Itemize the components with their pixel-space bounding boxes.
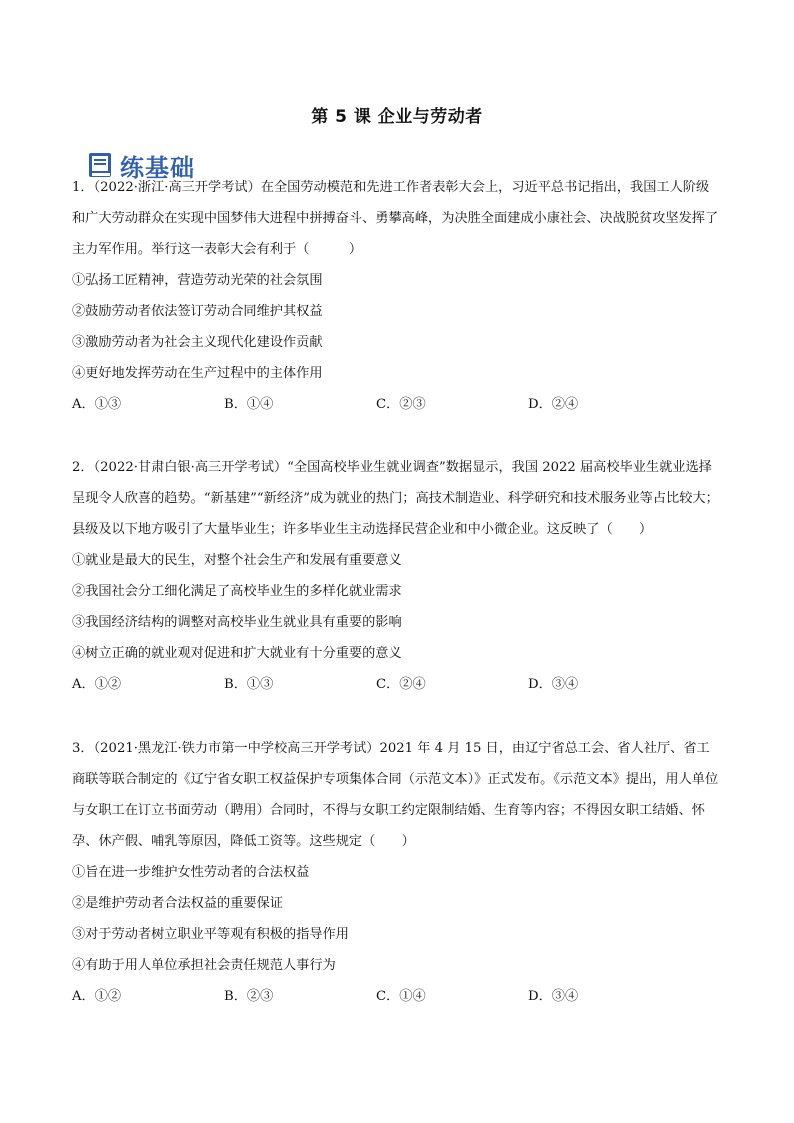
option-item: ④树立正确的就业观对促进和扩大就业有十分重要的意义 (72, 646, 402, 661)
answer-choices (72, 669, 722, 700)
option-item: ②鼓励劳动者依法签订劳动合同维护其权益 (72, 304, 323, 319)
question-stem: 2．（2022·甘肃白银·高三开学考试）“全国高校毕业生就业调查”数据显示，我国 2022 届高校毕业生就业选择呈现令人欣喜的趋势。“新基建”“新经济”成为就业的热门；高技术制造业、科学研究和技术服务业等占比较大；县级及以下地方吸引了大量毕业生；许多毕业生主动选择民营企业和中小微企业。这反映了（ ） (72, 460, 719, 537)
choice-b[interactable]: B．①④ (224, 397, 274, 412)
option-item: ③我国经济结构的调整对高校毕业生就业具有重要的影响 (72, 615, 402, 630)
page-title: 第 5 课 企业与劳动者 (311, 107, 483, 127)
answer-choices (72, 981, 722, 1012)
option-item: ②是维护劳动者合法权益的重要保证 (72, 896, 283, 911)
option-item: ③对于劳动者树立职业平等观有积极的指导作用 (72, 927, 349, 942)
question-stem: 1．（2022·浙江·高三开学考试）在全国劳动模范和先进工作者表彰大会上，习近平总书记指出，我国工人阶级和广大劳动群众在实现中国梦伟大进程中拼搏奋斗、勇攀高峰，为决胜全面建成小康社会、决战脱贫攻坚发挥了主力军作用。举行这一表彰大会有利于（ ） (72, 180, 719, 257)
choice-c[interactable]: C．②④ (376, 677, 426, 692)
section-label: 练基础 (120, 154, 195, 182)
option-item: ④更好地发挥劳动在生产过程中的主体作用 (72, 366, 323, 381)
choice-d[interactable]: D．③④ (528, 677, 579, 692)
choice-d[interactable]: D．③④ (528, 989, 579, 1004)
option-item: ②我国社会分工细化满足了高校毕业生的多样化就业需求 (72, 584, 402, 599)
question-stem: 3．（2021·黑龙江·铁力市第一中学校高三开学考试）2021 年 4 月 15 日，由辽宁省总工会、省人社厅、省工商联等联合制定的《辽宁省女职工权益保护专项集体合同（示范文本）》正式发布。《示范文本》提出，用人单位与女职工在订立书面劳动（聘用）合同时，不得与女职工约定限制结婚、生育等内容；不得因女职工结婚、怀孕、休产假、哺乳等原因，降低工资等。这些规定（ ） (72, 741, 719, 849)
question-1 (72, 172, 722, 420)
choice-c[interactable]: C．①④ (376, 989, 426, 1004)
question-2 (72, 452, 722, 700)
option-item: ①弘扬工匠精神，营造劳动光荣的社会氛围 (72, 273, 323, 288)
option-item: ①旨在进一步维护女性劳动者的合法权益 (72, 865, 310, 880)
choice-c[interactable]: C．②③ (376, 397, 426, 412)
choice-b[interactable]: B．②③ (224, 989, 274, 1004)
answer-choices (72, 389, 722, 420)
choice-a[interactable]: A．①② (72, 677, 122, 692)
choice-a[interactable]: A．①③ (72, 397, 122, 412)
choice-a[interactable]: A．①② (72, 989, 122, 1004)
choice-b[interactable]: B．①③ (224, 677, 274, 692)
choice-d[interactable]: D．②④ (528, 397, 579, 412)
option-item: ③激励劳动者为社会主义现代化建设作贡献 (72, 335, 323, 350)
question-3 (72, 733, 722, 1012)
option-item: ④有助于用人单位承担社会责任规范人事行为 (72, 958, 336, 973)
option-item: ①就业是最大的民生，对整个社会生产和发展有重要意义 (72, 553, 402, 568)
